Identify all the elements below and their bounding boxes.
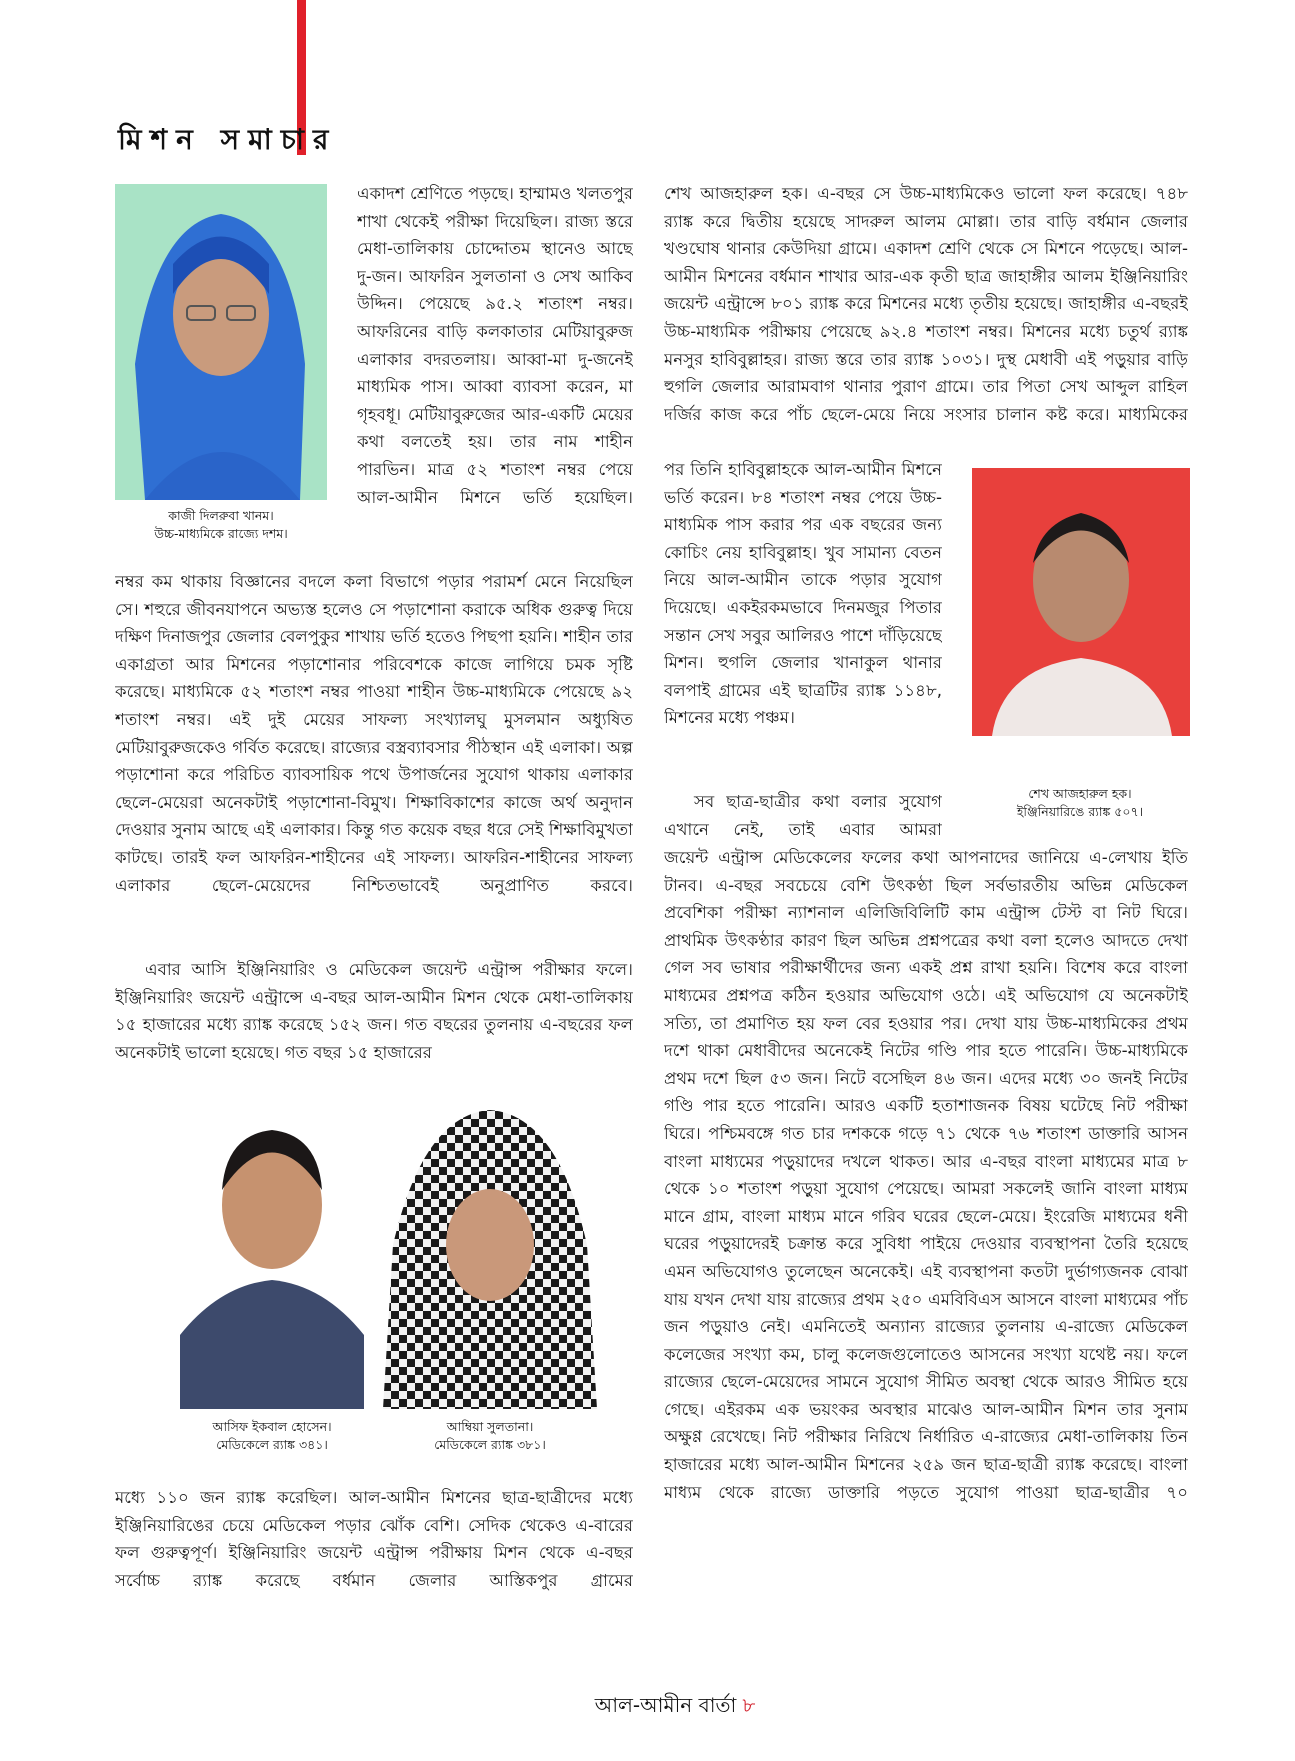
photo-asif-caption: আসিফ ইকবাল হোসেন। মেডিকেলে র‍্যাঙ্ক ৩৪১। — [212, 1419, 332, 1452]
col2-mid-text: পর তিনি হাবিবুল্লাহকে আল-আমীন মিশনে ভর্তি করেন। ৮৪ শতাংশ নম্বর পেয়ে উচ্চ-মাধ্যমিক পাস করার পর এক বছরের জন্য কোচিং নেয় হাবিবুল্লাহ। খুব সামান্য বেতন নিয়ে আল-আমীন তাকে পড়ার সুযোগ দিয়েছে। একইরকমভাবে দিনমজুর পিতার সন্তান সেখ সবুর আলিরও পাশে দাঁড়িয়েছে মিশন। হুগলি জেলার খানাকুল থানার বলপাই গ্রামের এই ছাত্রটির র‍্যাঙ্ক ১১৪৮, মিশনের মধ্যে পঞ্চম। — [664, 460, 942, 728]
col1-bottom-text: মধ্যে ১১০ জন র‍্যাঙ্ক করেছিল। আল-আমীন মিশনের ছাত্র-ছাত্রীদের মধ্যে ইঞ্জিনিয়ারিঙের চেয়ে মেডিকেল পড়ার ঝোঁক বেশি। সেদিক থেকেও এ-বারের ফল গুরুত্বপূর্ণ। ইঞ্জিনিয়ারিং জয়েন্ট এন্ট্রান্স পরীক্ষায় মিশন থেকে এ-বছর সর্বোচ্চ র‍্যাঙ্ক করেছে বর্ধমান জেলার আস্তিকপুর গ্রামের — [115, 1488, 633, 1590]
col1-paragraph-2: এবার আসি ইঞ্জিনিয়ারিং ও মেডিকেল জয়েন্ট এন্ট্রান্স পরীক্ষার ফলে। ইঞ্জিনিয়ারিং জয়েন্ট এন্ট্রান্সে এ-বছর আল-আমীন মিশন থেকে মেধা-তালিকায় ১৫ হাজারের মধ্যে র‍্যাঙ্ক করেছে ১৫২ জন। গত বছরের তুলনায় এ-বছরের ফল অনেকটাই ভালো হয়েছে। গত বছর ১৫ হাজারের — [115, 960, 633, 1062]
photo-ambia-caption: আম্বিয়া সুলতানা। মেডিকেলে র‍্যাঙ্ক ৩৮১। — [434, 1419, 546, 1452]
photo-asif — [180, 1095, 364, 1409]
photo-ambia — [383, 1095, 597, 1409]
photo-dilruba-caption: কাজী দিলরুবা খানম। উচ্চ-মাধ্যমিকে রাজ্যে দশম। — [154, 508, 288, 541]
col1-full-text: নম্বর কম থাকায় বিজ্ঞানের বদলে কলা বিভাগে পড়ার পরামর্শ মেনে নিয়েছিল সে। শহুরে জীবনযাপনে অভ্যস্ত হলেও সে পড়াশোনা করাকে অধিক গুরুত্ব দিয়ে দক্ষিণ দিনাজপুর জেলার বেলপুকুর শাখায় ভর্তি হতেও পিছপা হয়নি। শাহীন তার একাগ্রতা আর মিশনের পড়াশোনার পরিবেশকে কাজে লাগিয়ে চমক সৃষ্টি করেছে। মাধ্যমিকে ৫২ শতাংশ নম্বর পাওয়া শাহীন উচ্চ-মাধ্যমিকে পেয়েছে ৯২ শতাংশ নম্বর। এই দুই মেয়ের সাফল্য সংখ্যালঘু মুসলমান অধ্যুষিত মেটিয়াবুরুজকেও গর্বিত করেছে। রাজ্যের বস্ত্রব্যাবসার পীঠস্থান এই এলাকা। অল্প পড়াশোনা করে পরিচিত ব্যাবসায়িক পথে উপার্জনের সুযোগ থাকায় এলাকার ছেলে-মেয়েরা অনেকটাই পড়াশোনা-বিমুখ। শিক্ষাবিকাশের কাজে অর্থ অনুদান দেওয়ার সুনাম আছে এই এলাকার। কিন্তু গত কয়েক বছর ধরে সেই শিক্ষাবিমুখতা কাটছে। তারই ফল আফরিন-শাহীনের এই সাফল্য। আফরিন-শাহীনের সাফল্য এলাকার ছেলে-মেয়েদের নিশ্চিতভাবেই অনুপ্রাণিত করবে। — [115, 572, 633, 895]
section-title: মিশন সমাচার — [118, 123, 338, 156]
col1-top-text: একাদশ শ্রেণিতে পড়ছে। হাম্মামও খলতপুর শাখা থেকেই পরীক্ষা দিয়েছিল। রাজ্য স্তরে মেধা-তালিকায় চোদ্দোতম স্থানেও আছে দু-জন। আফরিন সুলতানা ও সেখ আকিব উদ্দিন। পেয়েছে ৯৫.২ শতাংশ নম্বর। আফরিনের বাড়ি কলকাতার মেটিয়াবুরুজ এলাকার বদরতলায়। আব্বা-মা দু-জনেই মাধ্যমিক পাস। আব্বা ব্যাবসা করেন, মা গৃহবধূ। মেটিয়াবুরুজের আর-একটি মেয়ের কথা বলতেই হয়। তার নাম শাহীন পারভিন। মাত্র ৫২ শতাংশ নম্বর পেয়ে আল-আমীন মিশনে ভর্তি হয়েছিল। — [357, 184, 633, 507]
photo-azharul — [972, 468, 1190, 736]
magazine-name: আল-আমীন বার্তা — [594, 1693, 737, 1717]
col2-bottom-text: জয়েন্ট এন্ট্রান্স মেডিকেলের ফলের কথা আপনাদের জানিয়ে এ-লেখায় ইতি টানব। এ-বছর সবচেয়ে বেশি উৎকণ্ঠা ছিল সর্বভারতীয় অভিন্ন মেডিকেল প্রবেশিকা পরীক্ষা ন্যাশনাল এলিজিবিলিটি কাম এন্ট্রান্স টেস্ট বা নিট ঘিরে। প্রাথমিক উৎকণ্ঠার কারণ ছিল অভিন্ন প্রশ্নপত্রের কথা বলা হলেও আদতে দেখা গেল সব ভাষার পরীক্ষার্থীদের জন্য একই প্রশ্ন রাখা হয়নি। বিশেষ করে বাংলা মাধ্যমের প্রশ্নপত্র কঠিন হওয়ার অভিযোগ ওঠে। এই অভিযোগ যে অনেকটাই সত্যি, তা প্রমাণিত হয় ফল বের হওয়ার পর। দেখা যায় উচ্চ-মাধ্যমিকের প্রথম দশে থাকা মেধাবীদের অনেকেই নিটের গণ্ডি পার হতে পারেনি। উচ্চ-মাধ্যমিকে প্রথম দশে ছিল ৫৩ জন। নিটে বসেছিল ৪৬ জন। এদের মধ্যে ৩০ জনই নিটের গণ্ডি পার হতে পারেনি। আরও একটি হতাশাজনক বিষয় ঘটেছে নিট পরীক্ষা ঘিরে। পশ্চিমবঙ্গে গত চার দশককে গড়ে ৭১ থেকে ৭৬ শতাংশ ডাক্তারি আসন বাংলা মাধ্যমের পড়ুয়াদের দখলে থাকত। আর এ-বছর বাংলা মাধ্যমের মাত্র ৮ থেকে ১০ শতাংশ পড়ুয়া সুযোগ পেয়েছে। আমরা সকলেই জানি বাংলা মাধ্যম মানে গ্রাম, বাংলা মাধ্যম মানে গরিব ঘরের ছেলে-মেয়ে। ইংরেজি মাধ্যমের ধনী ঘরের পড়ুয়াদেরই চক্রান্ত করে সুবিধা পাইয়ে দেওয়ার ব্যবস্থাপনা তৈরি হয়েছে এমন অভিযোগও তুলেছেন অনেকেই। এই ব্যবস্থাপনা কতটা দুর্ভাগ্যজনক বোঝা যায় যখন দেখা যায় রাজ্যের প্রথম ২৫০ এমবিবিএস আসনে বাংলা মাধ্যমের পাঁচ জন পড়ুয়াও নেই। এমনিতেই অন্যান্য রাজ্যের তুলনায় এ-রাজ্যে মেডিকেল কলেজের সংখ্যা কম, চালু কলেজগুলোতেও আসনের সংখ্যা যথেষ্ট নয়। ফলে রাজ্যের ছেলে-মেয়েদের সামনে সুযোগ সীমিত অবস্থা থেকে আরও সীমিত হয়ে গেছে। এইরকম এক ভয়ংকর অবস্থার মাঝেও আল-আমীন মিশন তার সুনাম অক্ষুণ্ণ রেখেছে। নিট পরীক্ষার নিরিখে নির্ধারিত এ-রাজ্যের মেধা-তালিকায় তিন হাজারের মধ্যে আল-আমীন মিশনের ২৫৯ জন ছাত্র-ছাত্রী র‍্যাঙ্ক করেছে। বাংলা মাধ্যম থেকে রাজ্যে ডাক্তারি পড়তে সুযোগ পাওয়া ছাত্র-ছাত্রীর ৭০ — [664, 848, 1188, 1502]
col2-top-text: শেখ আজহারুল হক। এ-বছর সে উচ্চ-মাধ্যমিকেও ভালো ফল করেছে। ৭৪৮ র‍্যাঙ্ক করে দ্বিতীয় হয়েছে সাদরুল আলম মোল্লা। তার বাড়ি বর্ধমান জেলার খণ্ডঘোষ থানার কেউদিয়া গ্রামে। একাদশ শ্রেণি থেকে সে মিশনে পড়েছে। আল-আমীন মিশনের বর্ধমান শাখার আর-এক কৃতী ছাত্র জাহাঙ্গীর আলম ইঞ্জিনিয়ারিং জয়েন্ট এন্ট্রান্সে ৮০১ র‍্যাঙ্ক করে মিশনের মধ্যে তৃতীয় হয়েছে। জাহাঙ্গীর এ-বছরই উচ্চ-মাধ্যমিক পরীক্ষায় পেয়েছে ৯২.৪ শতাংশ নম্বর। মিশনের মধ্যে চতুর্থ র‍্যাঙ্ক মনসুর হাবিবুল্লাহর। রাজ্য স্তরে তার র‍্যাঙ্ক ১০৩১। দুস্থ মেধাবী এই পড়ুয়ার বাড়ি হুগলি জেলার আরামবাগ থানার পুরাণ গ্রামে। তার পিতা সেখ আব্দুল রাহিল দর্জির কাজ করে পাঁচ ছেলে-মেয়ে নিয়ে সংসার চালান কষ্ট করে। মাধ্যমিকের — [664, 184, 1188, 424]
photo-dilruba — [115, 184, 327, 500]
page-number: ৮ — [742, 1693, 756, 1717]
photo-azharul-caption: শেখ আজহারুল হক। ইঞ্জিনিয়ারিঙে র‍্যাঙ্ক ৫০৭। — [1016, 786, 1144, 819]
col2-mid2-text: সব ছাত্র-ছাত্রীর কথা বলার সুযোগ এখানে নেই, তাই এবার আমরা — [664, 792, 942, 839]
page-footer — [560, 1691, 790, 1724]
